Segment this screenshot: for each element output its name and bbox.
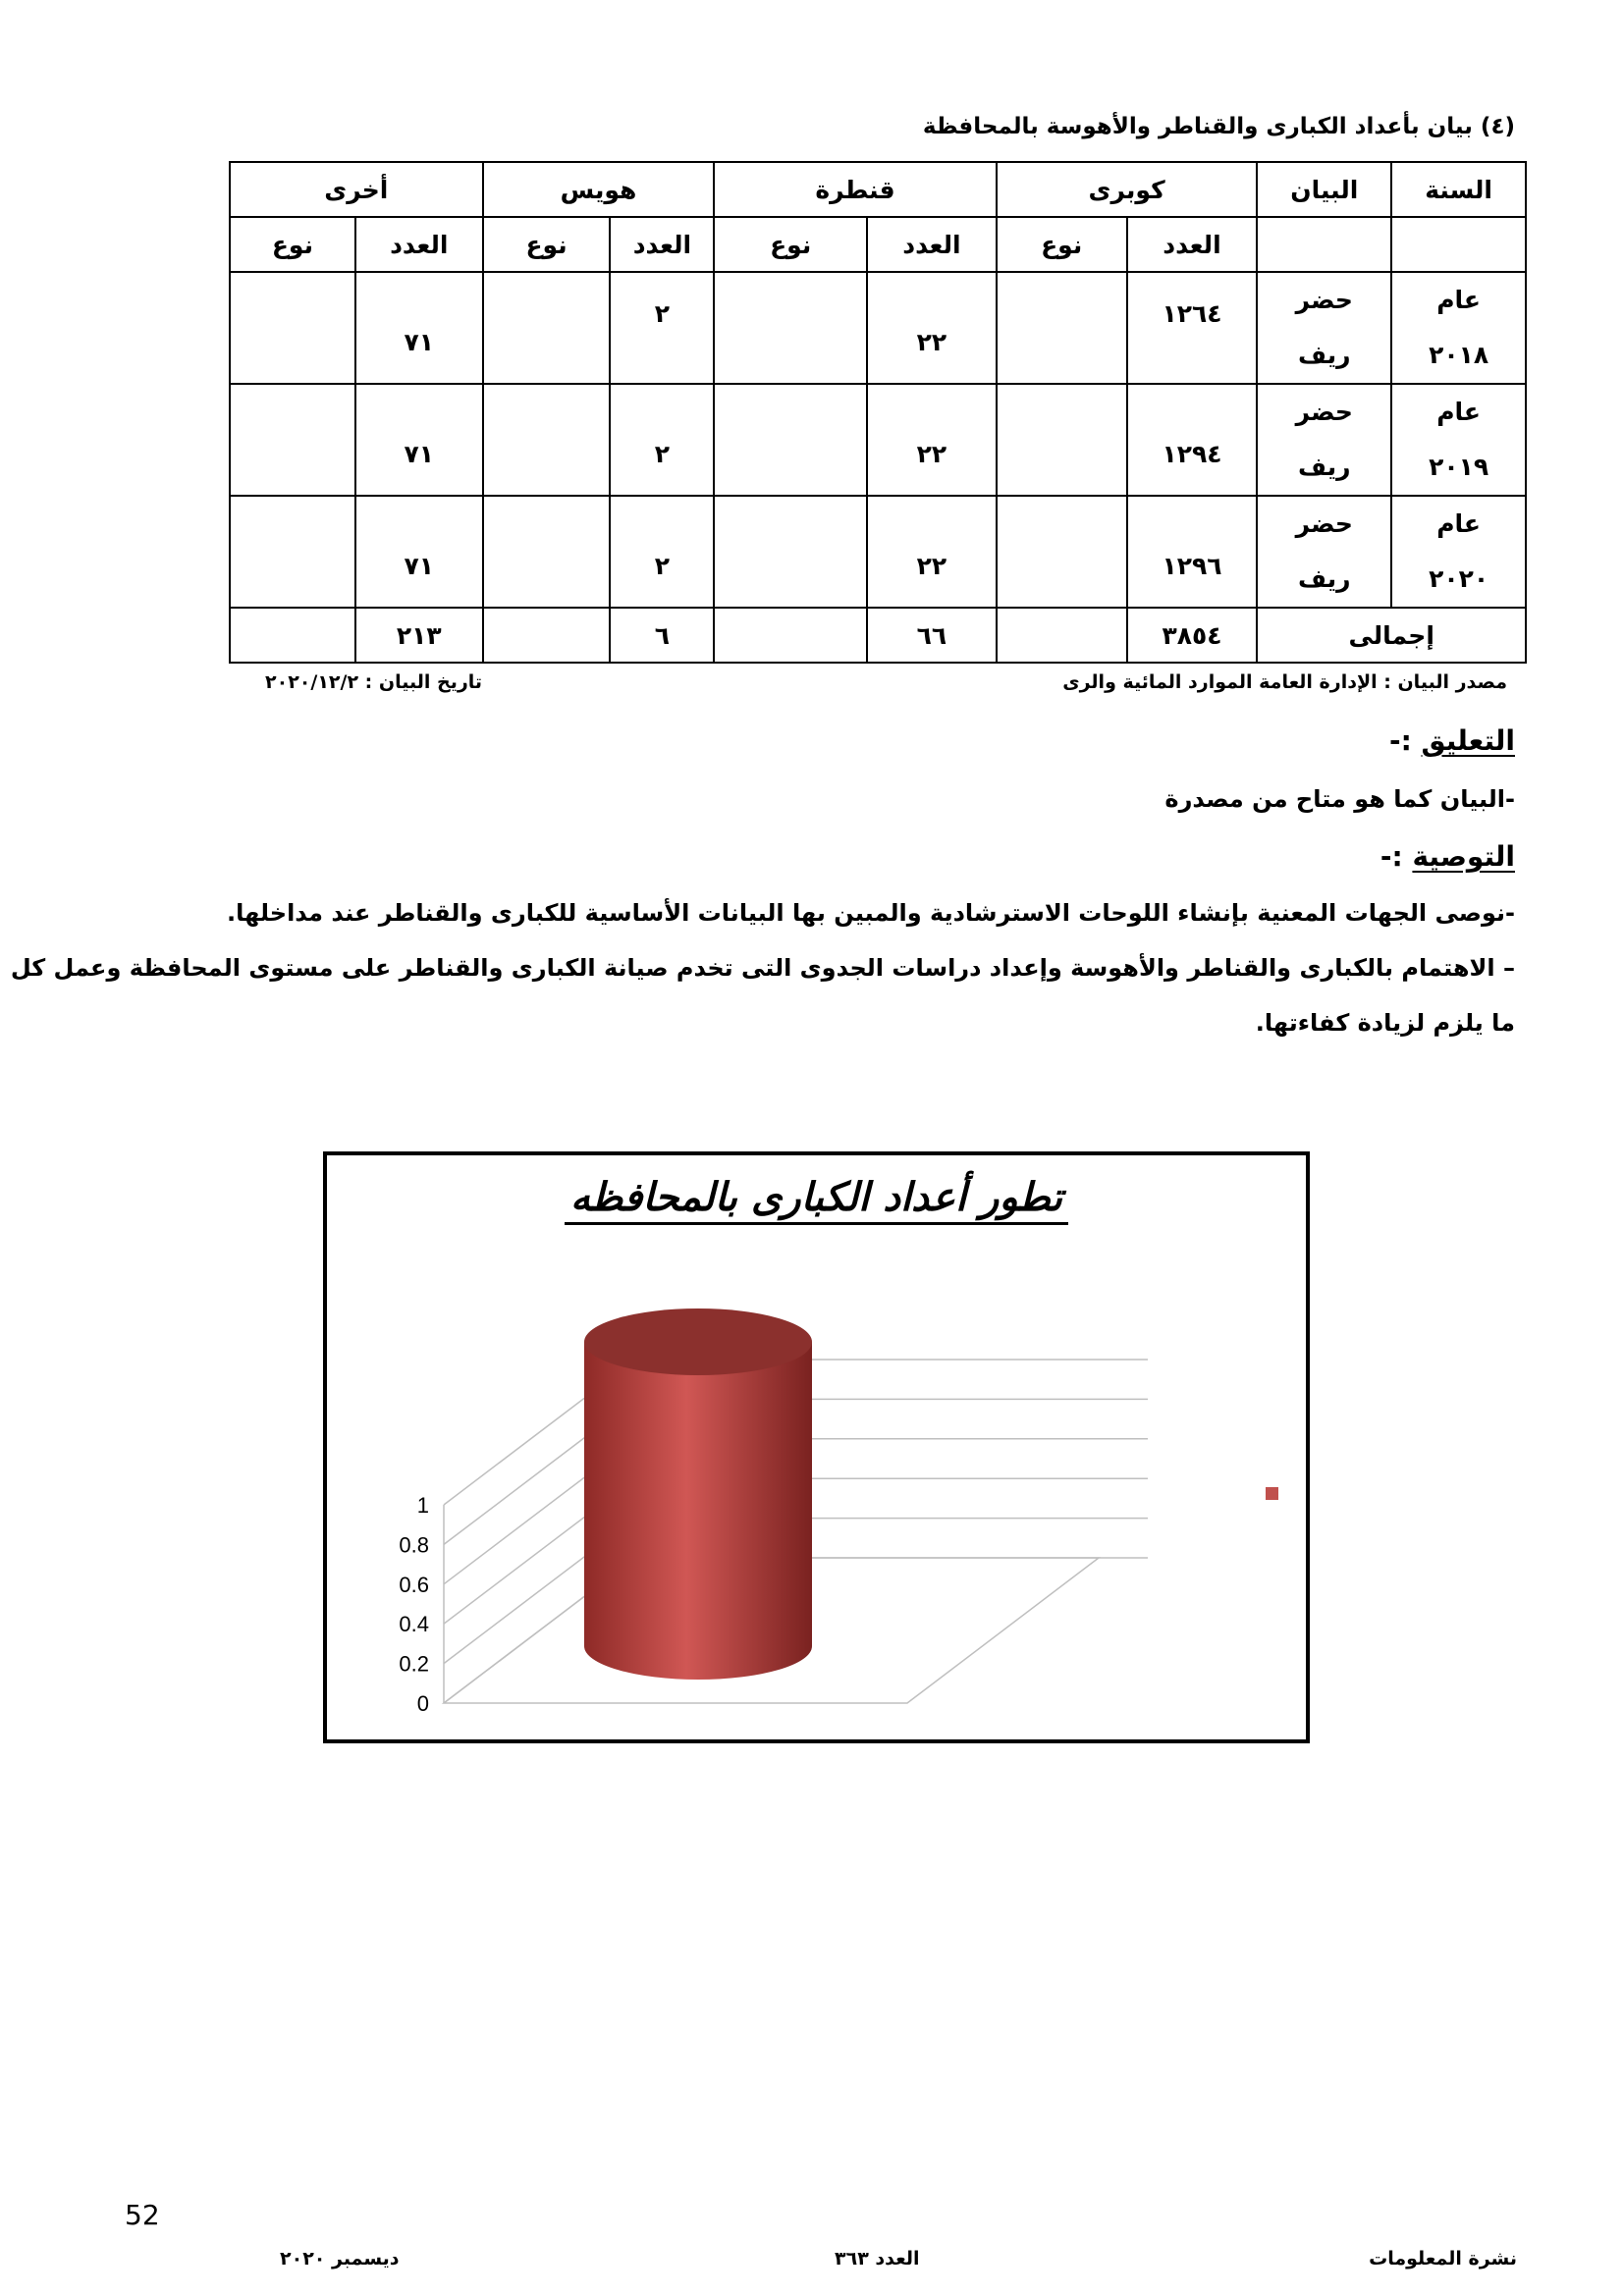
chart-bars [584,1308,812,1680]
total-other: ٢١٣ [355,608,483,663]
y-tick-label: 1 [416,1493,429,1518]
header-count: العدد [355,217,483,272]
other-type [230,384,355,496]
data-source: مصدر البيان : الإدارة العامة الموارد المائية والرى [1062,671,1507,693]
footer-month: ديسمبر ٢٠٢٠ [280,2248,400,2269]
chart-legend [1266,1487,1278,1500]
bridges-count: ١٢٩٦ [1127,496,1258,608]
header-type: نوع [714,217,867,272]
total-locks-type [483,608,611,663]
bridges-count: ١٢٩٤ [1127,384,1258,496]
weirs-count: ٢٢ [867,496,997,608]
comment-heading-suffix: :- [1388,724,1422,757]
header-blank [1257,217,1391,272]
table-row [230,496,1526,608]
bridges-table [229,161,1527,664]
y-tick-label: 0.2 [399,1651,429,1677]
weirs-type [714,384,867,496]
recommendation-heading [1380,840,1515,873]
header-statement: البيان [1257,162,1391,217]
header-weirs: قنطرة [714,162,997,217]
total-bridges-type [997,608,1127,663]
chart-title-wrap [327,1175,1306,1220]
bridges-type [997,496,1127,608]
comment-text: -البيان كما هو متاح من مصدرة [1164,785,1515,813]
recommendation-line-1: -نوصى الجهات المعنية بإنشاء اللوحات الاسترشادية والمبين بها البيانات الأساسية للكبارى والقناطر عند مداخلها. [227,899,1515,927]
total-row [230,608,1526,663]
recommendation-line-3: ما يلزم لزيادة كفاءتها. [1255,1009,1515,1037]
table-row [230,272,1526,384]
weirs-type [714,496,867,608]
locks-type [483,272,611,384]
header-bridges: كوبرى [997,162,1258,217]
page-number: 52 [125,2199,160,2231]
chart-frame [323,1151,1310,1743]
recommendation-heading-suffix: :- [1380,840,1413,873]
cylinder-top [584,1308,812,1375]
bridges-type [997,272,1127,384]
total-bridges: ٣٨٥٤ [1127,608,1258,663]
header-type: نوع [997,217,1127,272]
total-locks: ٦ [610,608,714,663]
statement-cell: حضر ريف [1257,496,1391,608]
locks-count: ٢ [610,496,714,608]
header-blank [1391,217,1526,272]
chart-title: تطور أعداد الكبارى بالمحافظه [565,1175,1068,1225]
data-date: تاريخ البيان : ٢٠٢٠/١٢/٢ [265,671,483,693]
statement-cell: حضر ريف [1257,272,1391,384]
year-cell: عام ٢٠١٨ [1391,272,1526,384]
comment-heading [1389,724,1515,757]
other-type [230,496,355,608]
other-count: ٧١ [355,496,483,608]
locks-count: ٢ [610,384,714,496]
header-type: نوع [483,217,611,272]
year-cell: عام ٢٠١٩ [1391,384,1526,496]
y-tick-label: 0.4 [399,1612,429,1637]
y-tick-label: 0.6 [399,1572,429,1597]
table-row [230,384,1526,496]
locks-type [483,496,611,608]
header-count: العدد [1127,217,1258,272]
y-tick-label: 0.8 [399,1532,429,1558]
header-type: نوع [230,217,355,272]
bridges-count: ١٢٦٤ [1127,272,1258,384]
total-label: إجمالى [1257,608,1526,663]
recommendation-heading-text: التوصية [1412,840,1515,873]
chart-svg [327,1155,1306,1739]
other-type [230,272,355,384]
footer-publication: نشرة المعلومات [1369,2248,1517,2269]
bridges-type [997,384,1127,496]
other-count: ٧١ [355,272,483,384]
cylinder-bar [584,1342,812,1680]
comment-heading-text: التعليق [1421,724,1515,757]
legend-marker [1266,1487,1278,1500]
y-tick-label: 0 [416,1691,429,1716]
table-title: (٤) بيان بأعداد الكبارى والقناطر والأهوسة بالمحافظة [922,114,1515,139]
other-count: ٧١ [355,384,483,496]
locks-type [483,384,611,496]
total-weirs-type [714,608,867,663]
header-count: العدد [867,217,997,272]
weirs-count: ٢٢ [867,384,997,496]
header-year: السنة [1391,162,1526,217]
header-locks: هويس [483,162,715,217]
header-count: العدد [610,217,714,272]
footer-issue: العدد ٣٦٣ [835,2248,920,2269]
statement-cell: حضر ريف [1257,384,1391,496]
y-axis-ticks [399,1493,429,1716]
weirs-count: ٢٢ [867,272,997,384]
total-other-type [230,608,355,663]
total-weirs: ٦٦ [867,608,997,663]
weirs-type [714,272,867,384]
recommendation-line-2: – الاهتمام بالكبارى والقناطر والأهوسة وإعداد دراسات الجدوى التى تخدم صيانة الكبارى والقناطر على مستوى المحافظة وعمل كل [10,954,1515,982]
locks-count: ٢ [610,272,714,384]
year-cell: عام ٢٠٢٠ [1391,496,1526,608]
header-other: أخرى [230,162,483,217]
